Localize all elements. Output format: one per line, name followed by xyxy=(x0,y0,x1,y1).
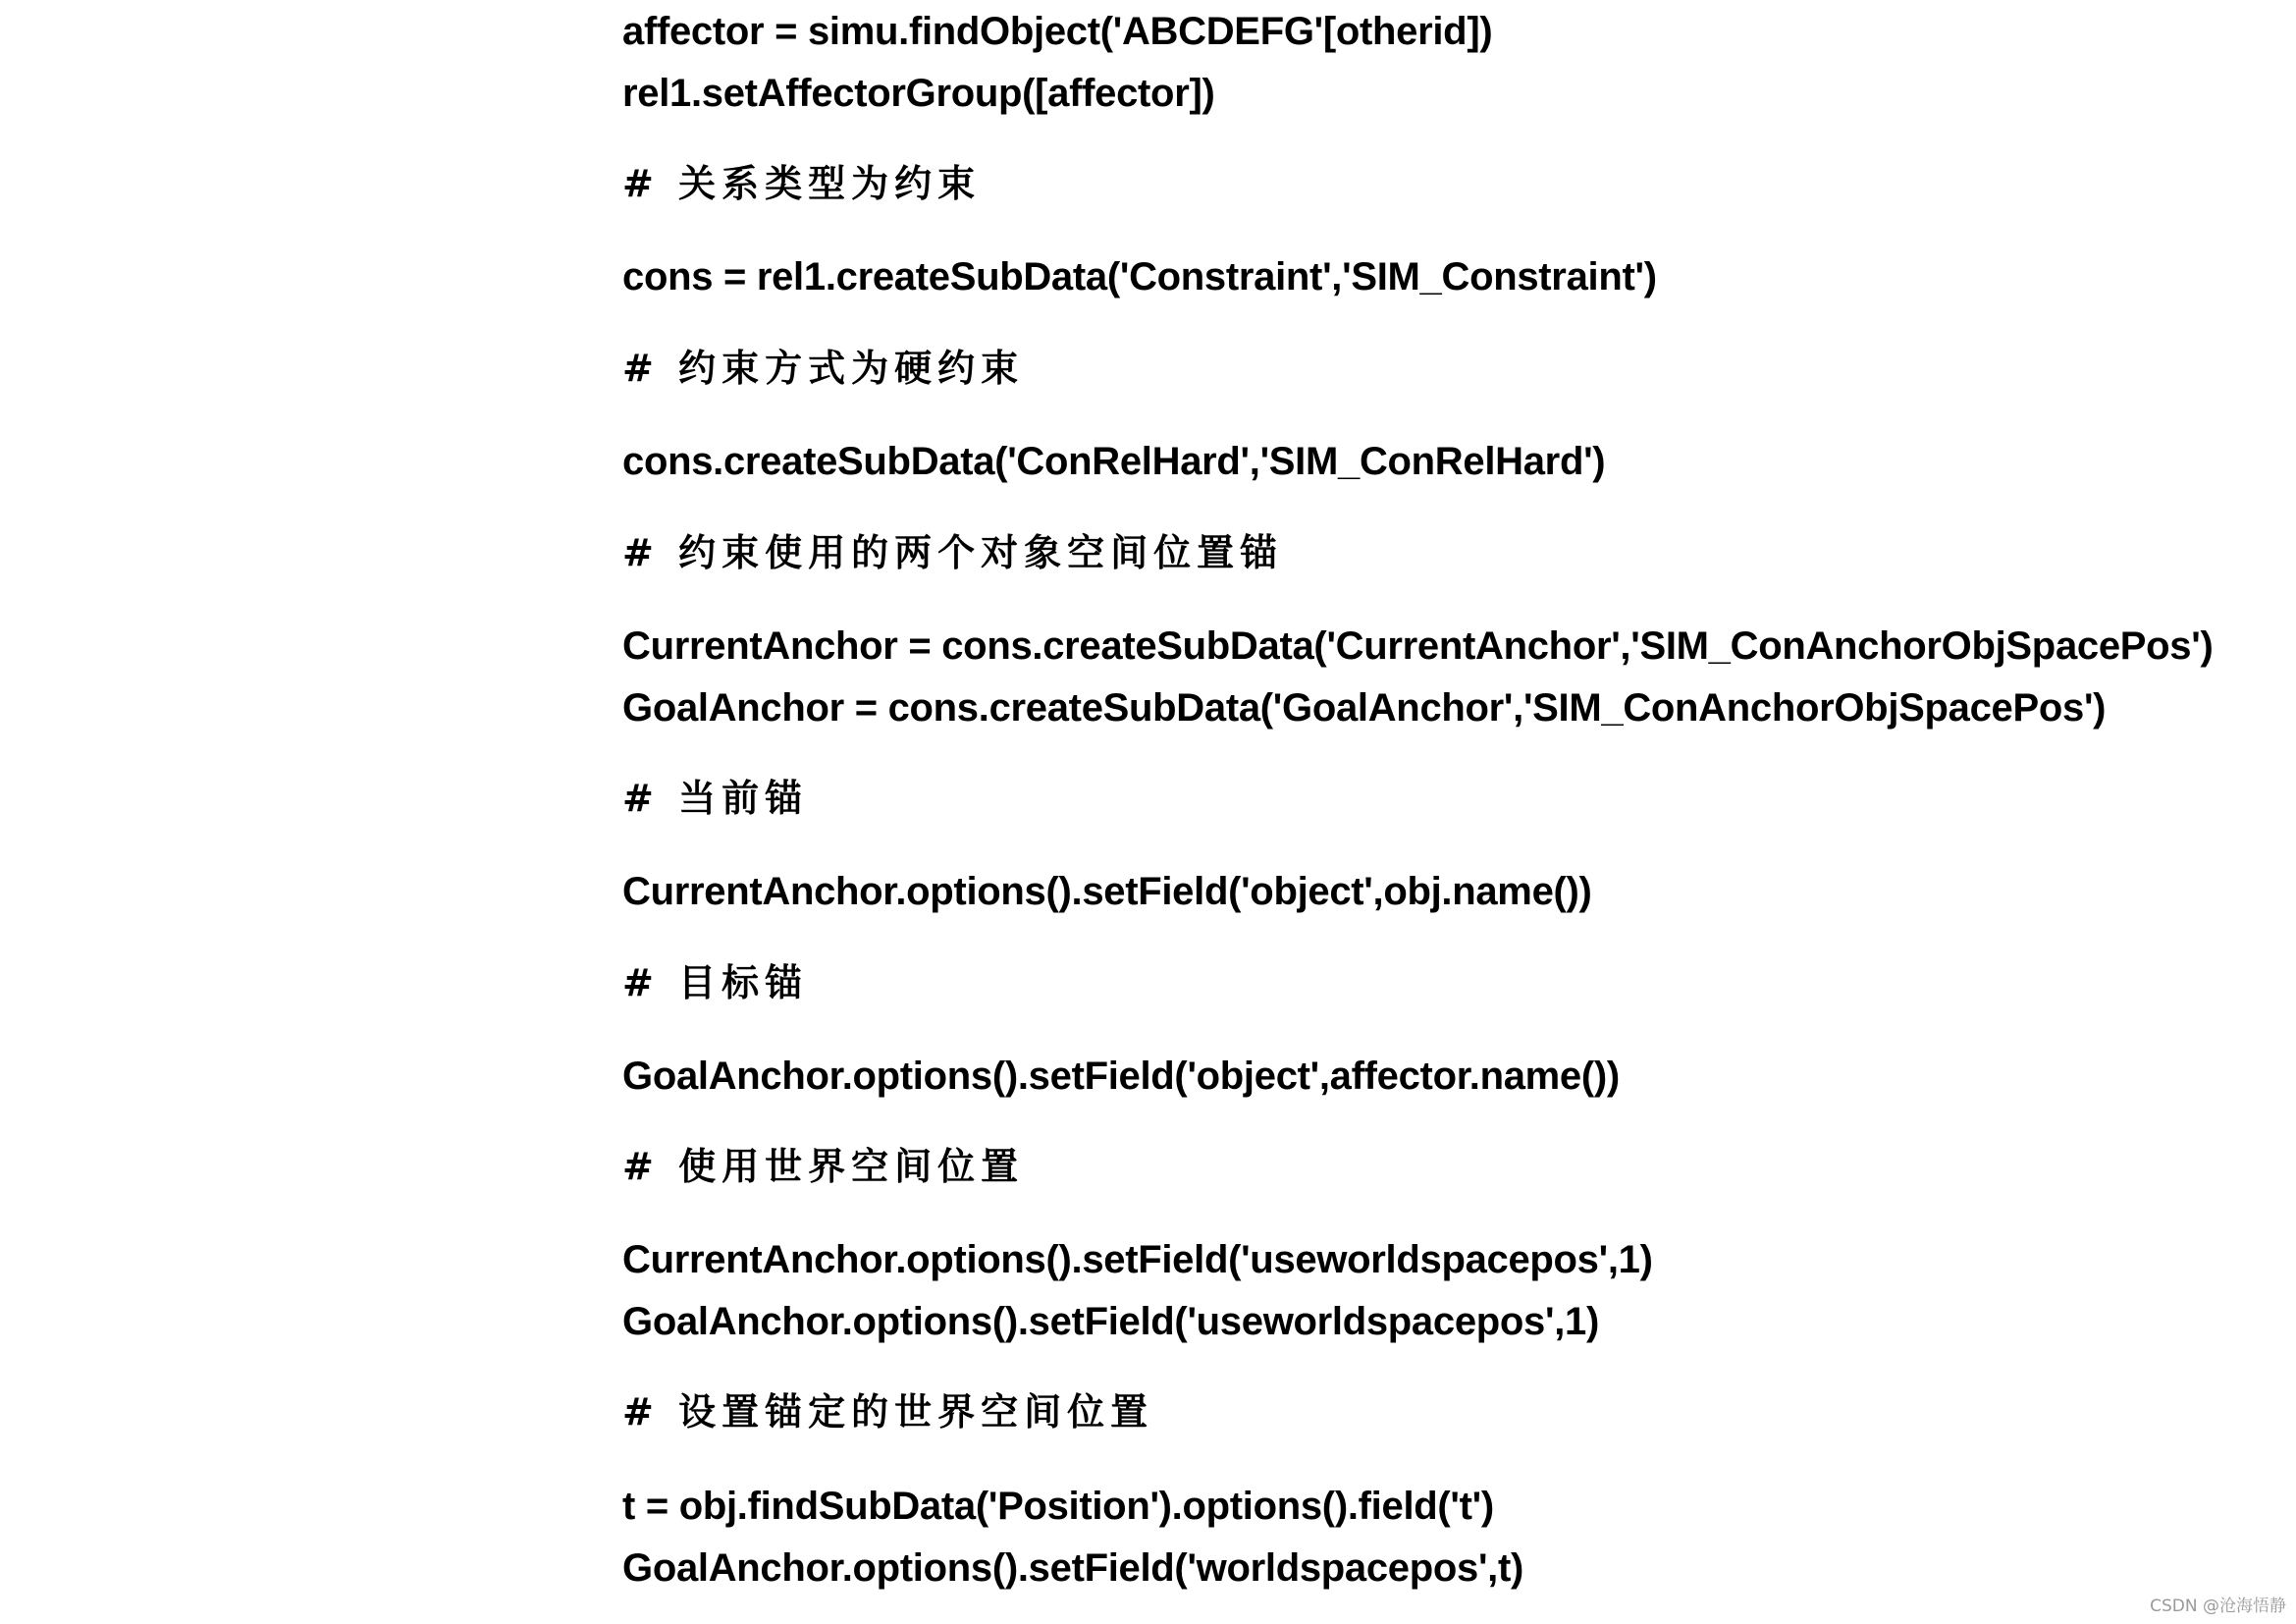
code-line: cons.createSubData('ConRelHard','SIM_ConRelHard') xyxy=(622,440,1606,483)
code-comment: # 目标锚 xyxy=(622,961,809,1004)
code-comment: # 设置锚定的世界空间位置 xyxy=(622,1390,1154,1434)
code-comment: # 关系类型为约束 xyxy=(622,162,982,205)
code-line: GoalAnchor.options().setField('worldspacepos',t) xyxy=(622,1546,1524,1590)
code-line: GoalAnchor.options().setField('useworldspacepos',1) xyxy=(622,1300,1599,1343)
code-line: t = obj.findSubData('Position').options().field('t') xyxy=(622,1485,1494,1528)
code-comment: # 约束使用的两个对象空间位置锚 xyxy=(622,531,1284,574)
code-line: GoalAnchor.options().setField('object',affector.name()) xyxy=(622,1055,1620,1098)
code-document xyxy=(622,0,2291,1624)
code-line: affector = simu.findObject('ABCDEFG'[otherid]) xyxy=(622,10,1493,53)
code-comment: # 约束方式为硬约束 xyxy=(622,347,1025,390)
code-line: GoalAnchor = cons.createSubData('GoalAnchor','SIM_ConAnchorObjSpacePos') xyxy=(622,686,2107,730)
code-comment: # 使用世界空间位置 xyxy=(622,1145,1025,1188)
code-comment: # 当前锚 xyxy=(622,777,809,820)
watermark: CSDN @沧海悟静 xyxy=(2150,1597,2286,1616)
code-line: CurrentAnchor = cons.createSubData('CurrentAnchor','SIM_ConAnchorObjSpacePos') xyxy=(622,624,2214,668)
code-line: rel1.setAffectorGroup([affector]) xyxy=(622,72,1215,115)
code-line: CurrentAnchor.options().setField('useworldspacepos',1) xyxy=(622,1238,1653,1281)
code-line: CurrentAnchor.options().setField('object',obj.name()) xyxy=(622,870,1592,913)
code-line: cons = rel1.createSubData('Constraint','SIM_Constraint') xyxy=(622,255,1657,298)
